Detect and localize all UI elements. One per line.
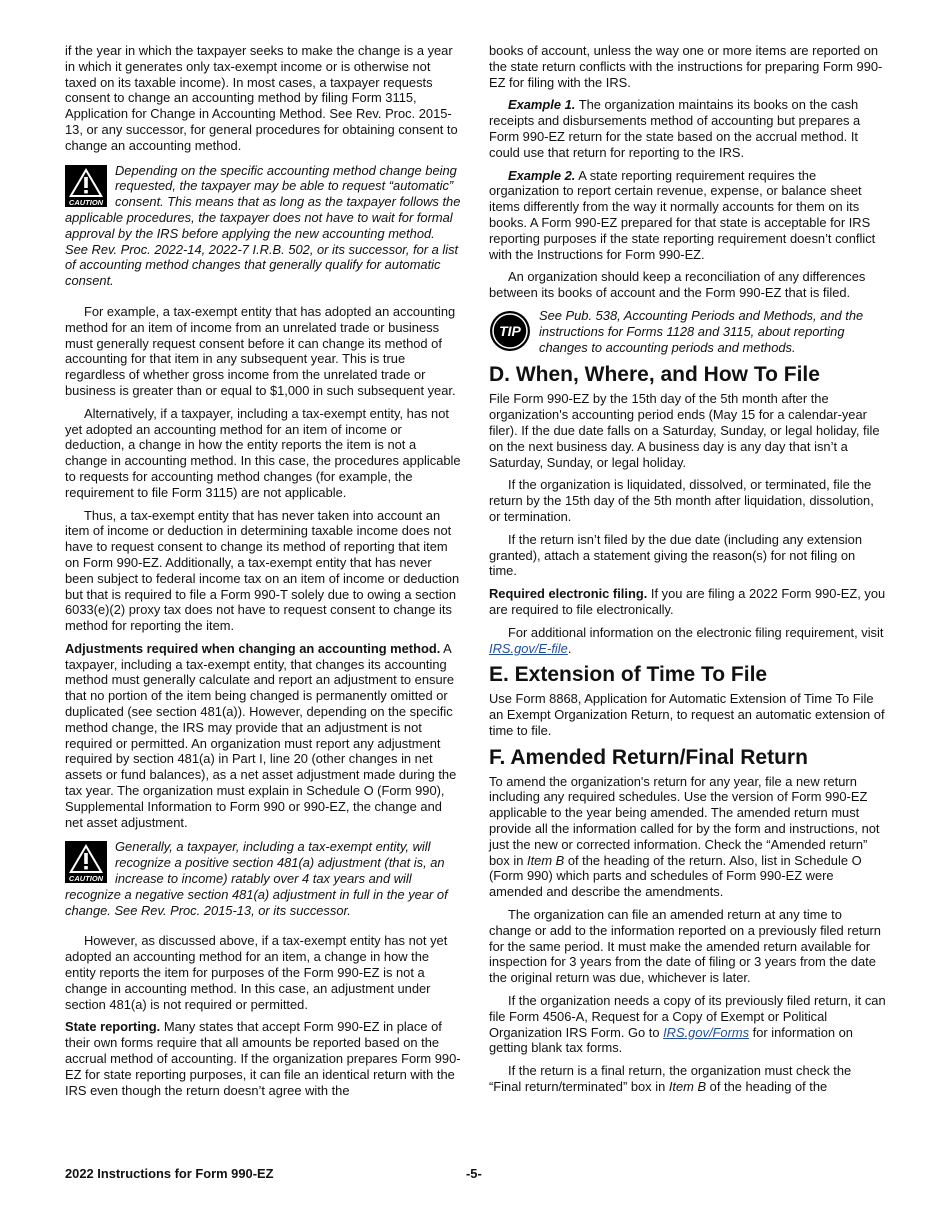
tip-note xyxy=(489,308,886,355)
run-in-heading: State reporting. xyxy=(65,1019,161,1035)
paragraph: For example, a tax-exempt entity that has adopted an accounting method for an item of income from an unrelated trade or business must generally request consent before it can change its method of accounting for that item in any subsequent year. This is true regardless of whether gross income from the unrelated trade or business is greater than or equal to $1,000 in such subsequent year. xyxy=(65,303,456,398)
run-in-text: If you are filing a 2022 Form 990-EZ, you are required to file electronically. xyxy=(489,586,886,617)
paragraph xyxy=(489,774,886,900)
paragraph xyxy=(489,993,886,1056)
item-ref: Item B xyxy=(668,1079,707,1095)
tip-label: TIP xyxy=(499,322,521,339)
tip-text: See Pub. 538, Accounting Periods and Methods, and the instructions for Forms 1128 and 3115, about reporting changes to accounting periods and methods. xyxy=(539,307,864,355)
caution-label: CAUTION xyxy=(68,874,104,884)
text-run: If the organization needs a copy of its previously filed return, it can file Form 4506-A, Request for a Copy of Exempt or Political Organization IRS Form. Go to xyxy=(489,993,886,1040)
caution-icon xyxy=(65,165,107,207)
run-in-heading: Adjustments required when changing an accounting method. xyxy=(65,640,441,656)
paragraph xyxy=(489,586,886,618)
run-in-text: Many states that accept Form 990-EZ in place of their own forms require that all amounts be reported based on the accrual method of accounting. If the organization prepares Form 990-EZ for state reporting purposes, it can file an identical return with the IRS even though the return doesn’t agree with the xyxy=(65,1019,461,1098)
paragraph: books of account, unless the way one or more items are reported on the state return conflicts with the instructions for preparing Form 990-EZ for filing with the IRS. xyxy=(489,43,883,90)
caution-icon xyxy=(65,841,107,883)
tip-icon xyxy=(489,310,531,352)
caution-text: Depending on the specific accounting method change being requested, the taxpayer may be able to request “automatic” consent. This means that as long as the taxpayer follows the applicable procedures, the taxpayer does not have to wait for formal approval by the IRS before applying the new accounting method. See Rev. Proc. 2022-14, 2022-7 I.R.B. 502, or its successor, for a list of accounting method changes that generally qualify for automatic consent. xyxy=(65,162,461,289)
text-run: To amend the organization's return for any year, file a new return including any required schedules. Use the version of Form 990-EZ applicable to the year being amended. The amended return must provide all the information called for by the form and instructions, not just the new or corrected information. Check the “Amended return” box in xyxy=(489,773,880,868)
paragraph: If the return isn’t filed by the due date (including any extension granted), attach a statement giving the reason(s) for not filing on time. xyxy=(489,531,862,579)
example-label: Example 2. xyxy=(508,167,576,183)
paragraph: If the organization is liquidated, dissolved, or terminated, file the return by the 15th day of the 5th month after liquidation, dissolution, or termination. xyxy=(489,477,874,524)
example-paragraph xyxy=(489,168,886,263)
paragraph xyxy=(489,1063,886,1095)
example-label: Example 1. xyxy=(508,97,576,113)
irs-efile-link[interactable]: IRS.gov/E-file xyxy=(489,640,568,656)
page-number: -5- xyxy=(466,1166,482,1181)
caution-label: CAUTION xyxy=(68,197,104,207)
item-ref: Item B xyxy=(526,852,565,868)
paragraph: if the year in which the taxpayer seeks to make the change is a year in which it generates only tax-exempt income or is otherwise not taxed on its taxable income). In most cases, a taxpayer requests consent to change an accounting method by filing Form 3115, Application for Change in Accounting Method. See Rev. Proc. 2015-13, or any successor, for general procedures for obtaining consent to change an accounting method. xyxy=(65,43,458,153)
paragraph xyxy=(65,641,461,831)
example-paragraph xyxy=(489,97,886,160)
paragraph: Use Form 8868, Application for Automatic Extension of Time To File an Exempt Organization Return, to request an automatic extension of time to file. xyxy=(489,691,885,738)
footer-title: 2022 Instructions for Form 990-EZ xyxy=(65,1166,274,1181)
run-in-text: A taxpayer, including a tax-exempt entity, that changes its accounting method must generally calculate and report an adjustment to ensure that no portion of the item being changed is permanently omitted or duplicated (see section 481(a)). However, depending on the specific method change, the IRS may provide that an adjustment is not required or permitted. An organization must report any adjustment required by section 481(a) in Part I, line 20 (other changes in net assets or fund balances), as a net asset adjustment made during the tax year. The organization must explain in Schedule O (Form 990), Supplemental Information to Form 990 or 990-EZ, the change and net asset adjustment. xyxy=(65,640,457,830)
section-heading-d: D. When, Where, and How To File xyxy=(489,363,820,387)
paragraph xyxy=(65,1019,461,1098)
text-run: of the heading of the return. Also, list in Schedule O (Form 990) which parts and schedules of Form 990-EZ were amended and describe the amendments. xyxy=(489,852,862,900)
example-text: The organization maintains its books on the cash receipts and disbursements method of accounting but prepares a Form 990-EZ return for the state based on the accrual method. It could use that return for reporting to the IRS. xyxy=(489,97,861,160)
paragraph: An organization should keep a reconciliation of any differences between its books of account and the Form 990-EZ that is filed. xyxy=(489,269,866,301)
run-in-heading: Required electronic filing. xyxy=(489,586,648,602)
caution-note xyxy=(65,839,461,918)
paragraph: However, as discussed above, if a tax-exempt entity has not yet adopted an accounting method for an item, a change in how the entity reports the item for purposes of the Form 990-EZ is not a change in accounting method. In this case, an adjustment under section 481(a) is not required or permitted. xyxy=(65,933,448,1012)
irs-forms-link[interactable]: IRS.gov/Forms xyxy=(663,1024,750,1040)
caution-note xyxy=(65,163,461,289)
paragraph: Alternatively, if a taxpayer, including a tax-exempt entity, has not yet adopted an accounting method for an item of income or deduction, a change in how the entity reports the item is not a change in accounting method. In this case, the procedures applicable to requests for accounting method changes (for example, the requirement to file Form 3115) are not applicable. xyxy=(65,405,461,500)
text-run: . xyxy=(567,640,572,656)
paragraph: File Form 990-EZ by the 15th day of the 5th month after the organization's accounting period ends (May 15 for a calendar-year filer). If the due date falls on a Saturday, Sunday, or legal holiday, file on the next business day. A business day is any day that isn’t a Saturday, Sunday, or legal holiday. xyxy=(489,391,880,470)
text-run: If the return is a final return, the organization must check the “Final return/terminated” box in xyxy=(489,1063,852,1095)
text-run: for information on getting blank tax forms. xyxy=(489,1024,853,1056)
paragraph: Thus, a tax-exempt entity that has never taken into account an item of income or deduction in determining taxable income does not have to request consent to change its method of reporting that item on Form 990-EZ. Additionally, a tax-exempt entity that has never been subject to federal income tax on an item of income or deduction but that is required to file a Form 990-T solely due to owing a section 6033(e)(2) proxy tax does not have to request consent to change its method for reporting the item. xyxy=(65,507,460,634)
section-heading-e: E. Extension of Time To File xyxy=(489,663,768,687)
left-column xyxy=(65,43,461,1105)
section-heading-f: F. Amended Return/Final Return xyxy=(489,745,808,769)
text-run: of the heading of the xyxy=(706,1079,828,1095)
example-text: A state reporting requirement requires the organization to report certain revenue, expense, or balance sheet items differently from the way it normally accounts for them on its books. A Form 990-EZ prepared for that state is acceptable for IRS reporting purposes if the state reporting requirement doesn’t conflict with the Instructions for Form 990-EZ. xyxy=(489,167,876,262)
caution-text: Generally, a taxpayer, including a tax-exempt entity, will recognize a positive section 481(a) adjustment (that is, an increase to income) ratably over 4 tax years and will recognize a negative section 481(a) adjustment in full in the year of change. See Rev. Proc. 2015-13, or its successor. xyxy=(65,839,448,918)
paragraph xyxy=(489,625,886,657)
text-run: For additional information on the electronic filing requirement, visit xyxy=(508,624,884,640)
paragraph: The organization can file an amended return at any time to change or add to the information reported on a previously filed return for the same period. It must make the amended return available for inspection for 3 years from the date of filing or 3 years from the date the original return was due, whichever is later. xyxy=(489,907,881,986)
right-column xyxy=(489,43,886,1102)
